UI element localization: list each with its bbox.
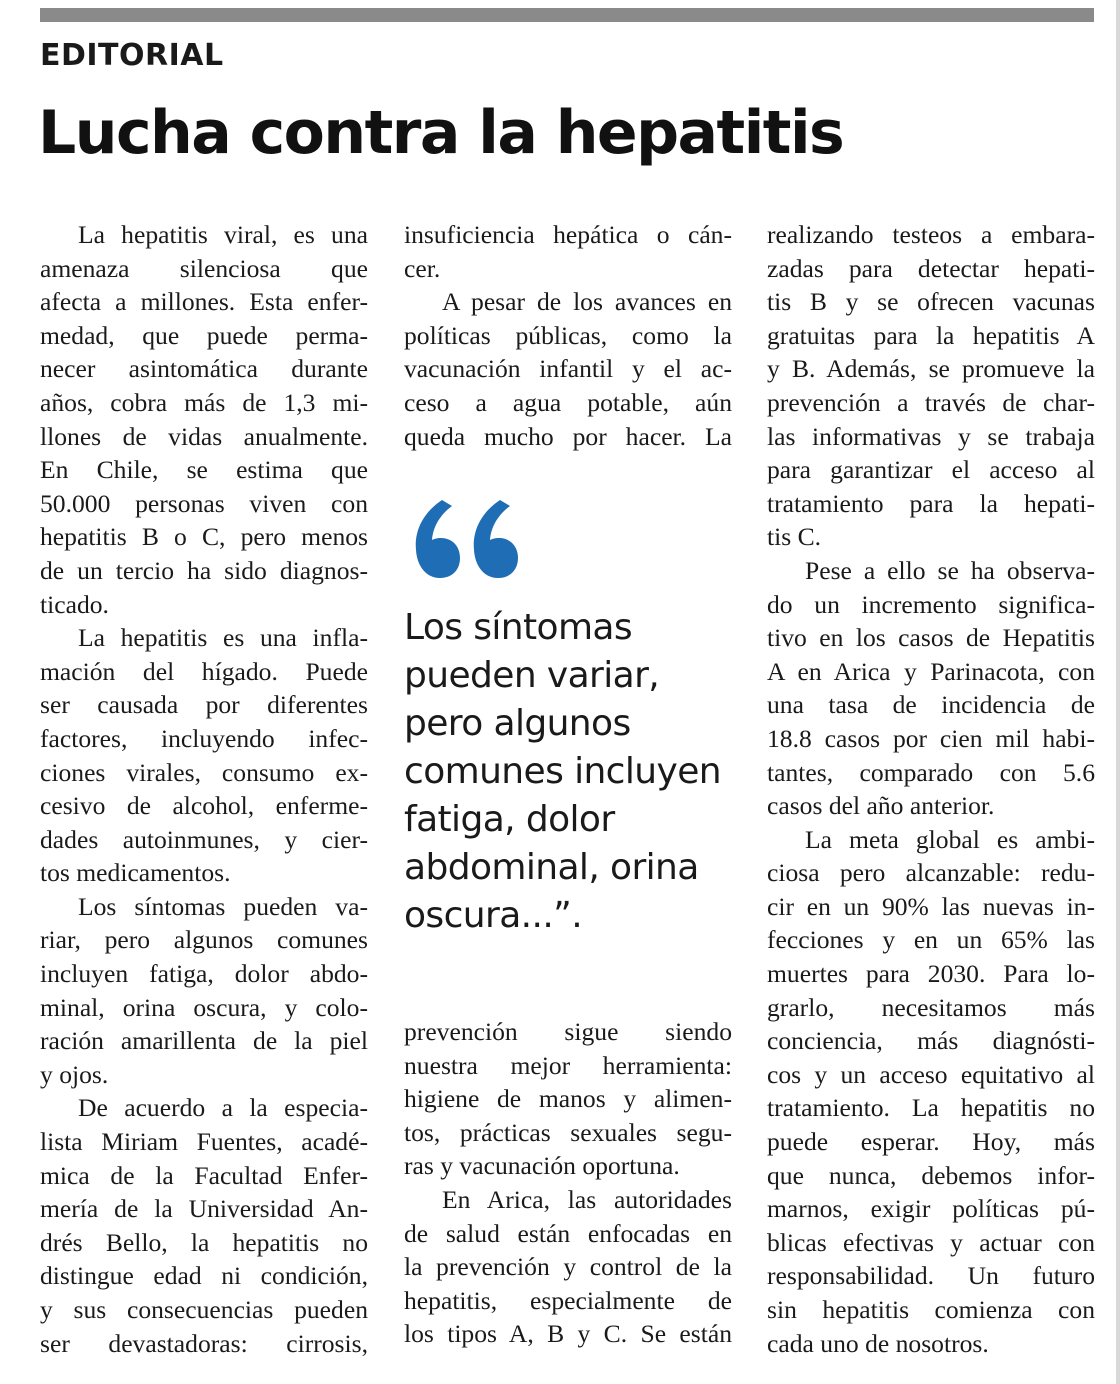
pull-quote-line: Los síntomas <box>404 607 633 648</box>
text-line: dades autoinmunes, y cier- <box>40 824 368 854</box>
text-line: muertes para 2030. Para lo- <box>767 959 1095 989</box>
text-line: La hepatitis es una infla- <box>78 623 368 653</box>
column-3 <box>767 218 1095 1360</box>
text-line: cada uno de nosotros. <box>767 1328 989 1358</box>
text-line: lista Miriam Fuentes, acadé- <box>40 1127 368 1157</box>
pull-quote-line: abdominal, orina <box>404 847 699 888</box>
text-line: amenaza silenciosa que <box>40 253 368 283</box>
text-line: 50.000 personas viven con <box>40 488 368 518</box>
text-line: que nunca, debemos infor- <box>767 1160 1095 1190</box>
text-line: responsabilidad. Un futuro <box>767 1261 1095 1291</box>
text-line: La hepatitis viral, es una <box>78 220 368 249</box>
text-line: riar, pero algunos comunes <box>40 925 368 955</box>
text-line: A en Arica y Parinacota, con <box>767 656 1095 686</box>
text-line: llones de vidas anualmente. <box>40 421 368 451</box>
pull-quote-line: fatiga, dolor <box>404 799 615 840</box>
text-line: sin hepatitis comienza con <box>767 1295 1095 1324</box>
text-line: insuficiencia hepática o cán- <box>404 220 732 249</box>
text-line: tivo en los casos de Hepatitis <box>767 623 1095 653</box>
text-line: ser devastadoras: cirrosis, <box>40 1328 368 1358</box>
text-line: tos, prácticas sexuales segu- <box>404 1117 732 1147</box>
text-line: años, cobra más de 1,3 mi- <box>40 387 368 417</box>
text-line: drés Bello, la hepatitis no <box>40 1227 368 1257</box>
pull-quote-line: comunes incluyen <box>404 751 721 792</box>
text-line: tratamiento para la hepati- <box>767 488 1095 518</box>
text-line: y sus consecuencias pueden <box>40 1295 368 1324</box>
page-edge <box>1116 0 1120 1384</box>
text-line: nuestra mejor herramienta: <box>404 1050 732 1080</box>
text-line: hepatitis, especialmente de <box>404 1285 732 1315</box>
text-line: En Chile, se estima que <box>40 455 368 485</box>
text-line: mería de la Universidad An- <box>40 1194 368 1224</box>
text-line: puede esperar. Hoy, más <box>767 1127 1095 1157</box>
text-line: realizando testeos a embara- <box>767 220 1095 249</box>
text-line: mica de la Facultad Enfer- <box>40 1160 368 1190</box>
text-line: incluyen fatiga, dolor abdo- <box>40 959 368 989</box>
text-line: do un incremento significa- <box>767 589 1095 619</box>
text-line: tis B y se ofrecen vacunas <box>767 287 1095 317</box>
text-line: casos del año anterior. <box>767 791 995 821</box>
text-line: Los síntomas pueden va- <box>78 891 368 921</box>
text-line: minal, orina oscura, y colo- <box>40 992 368 1022</box>
text-line: factores, incluyendo infec- <box>40 723 368 753</box>
text-line: A pesar de los avances en <box>442 287 732 317</box>
text-line: de un tercio ha sido diagnos- <box>40 555 368 585</box>
text-line: zadas para detectar hepati- <box>767 253 1095 283</box>
text-line: y ojos. <box>40 1059 109 1089</box>
text-line: La meta global es ambi- <box>805 824 1095 854</box>
opening-quote-icon <box>404 490 524 590</box>
text-line: medad, que puede perma- <box>40 320 368 350</box>
text-line: tratamiento. La hepatitis no <box>767 1093 1095 1123</box>
text-line: afecta a millones. Esta enfer- <box>40 287 368 317</box>
text-line: la prevención y control de la <box>404 1252 732 1282</box>
text-line: En Arica, las autoridades <box>442 1184 732 1214</box>
text-line: prevención a través de char- <box>767 387 1095 417</box>
text-line: tos medicamentos. <box>40 858 231 888</box>
pull-quote-line: pero algunos <box>404 703 631 744</box>
text-line: conciencia, más diagnósti- <box>767 1026 1095 1056</box>
text-line: de salud están enfocadas en <box>404 1218 732 1248</box>
text-line: 18.8 casos por cien mil habi- <box>767 723 1095 753</box>
top-rule <box>40 8 1094 22</box>
text-line: ser causada por diferentes <box>40 690 368 720</box>
text-line: grarlo, necesitamos más <box>767 992 1095 1022</box>
text-line: necer asintomática durante <box>40 354 368 384</box>
text-line: cir en un 90% las nuevas in- <box>767 891 1095 921</box>
text-line: ceso a agua potable, aún <box>404 387 732 417</box>
text-line: higiene de manos y alimen- <box>404 1084 732 1114</box>
text-line: cos y un acceso equitativo al <box>767 1059 1095 1089</box>
text-line: una tasa de incidencia de <box>767 690 1095 720</box>
headline: Lucha contra la hepatitis <box>38 98 844 168</box>
text-line: para garantizar el acceso al <box>767 455 1095 485</box>
text-line: vacunación infantil y el ac- <box>404 354 732 384</box>
pull-quote-line: pueden variar, <box>404 655 660 696</box>
text-line: cesivo de alcohol, enferme- <box>40 791 368 821</box>
column-2-top <box>404 218 732 453</box>
text-line: ras y vacunación oportuna. <box>404 1151 680 1181</box>
text-line: distingue edad ni condición, <box>40 1261 368 1291</box>
text-line: fecciones y en un 65% las <box>767 925 1095 955</box>
text-line: queda mucho por hacer. La <box>404 421 732 451</box>
text-line: marnos, exigir políticas pú- <box>767 1194 1095 1224</box>
column-1 <box>40 218 368 1360</box>
text-line: mación del hígado. Puede <box>40 656 368 686</box>
text-line: Pese a ello se ha observa- <box>805 555 1095 585</box>
text-line: De acuerdo a la especia- <box>78 1093 368 1123</box>
pull-quote <box>404 604 734 940</box>
text-line: las informativas y se trabaja <box>767 421 1095 451</box>
text-line: ticado. <box>40 589 109 619</box>
column-2-bottom <box>404 1015 732 1351</box>
section-label: EDITORIAL <box>40 38 224 73</box>
text-line: prevención sigue siendo <box>404 1017 732 1046</box>
text-line: políticas públicas, como la <box>404 320 732 350</box>
text-line: tantes, comparado con 5.6 <box>767 757 1095 787</box>
text-line: ración amarillenta de la piel <box>40 1026 368 1056</box>
text-line: hepatitis B o C, pero menos <box>40 522 368 552</box>
text-line: blicas efectivas y actuar con <box>767 1227 1095 1257</box>
text-line: ciones virales, consumo ex- <box>40 757 368 787</box>
text-line: tis C. <box>767 522 822 552</box>
text-line: gratuitas para la hepatitis A <box>767 320 1095 350</box>
text-line: los tipos A, B y C. Se están <box>404 1319 732 1349</box>
text-line: ciosa pero alcanzable: redu- <box>767 858 1095 888</box>
text-line: y B. Además, se promueve la <box>767 354 1095 384</box>
text-line: cer. <box>404 253 441 283</box>
pull-quote-line: oscura...”. <box>404 895 583 936</box>
